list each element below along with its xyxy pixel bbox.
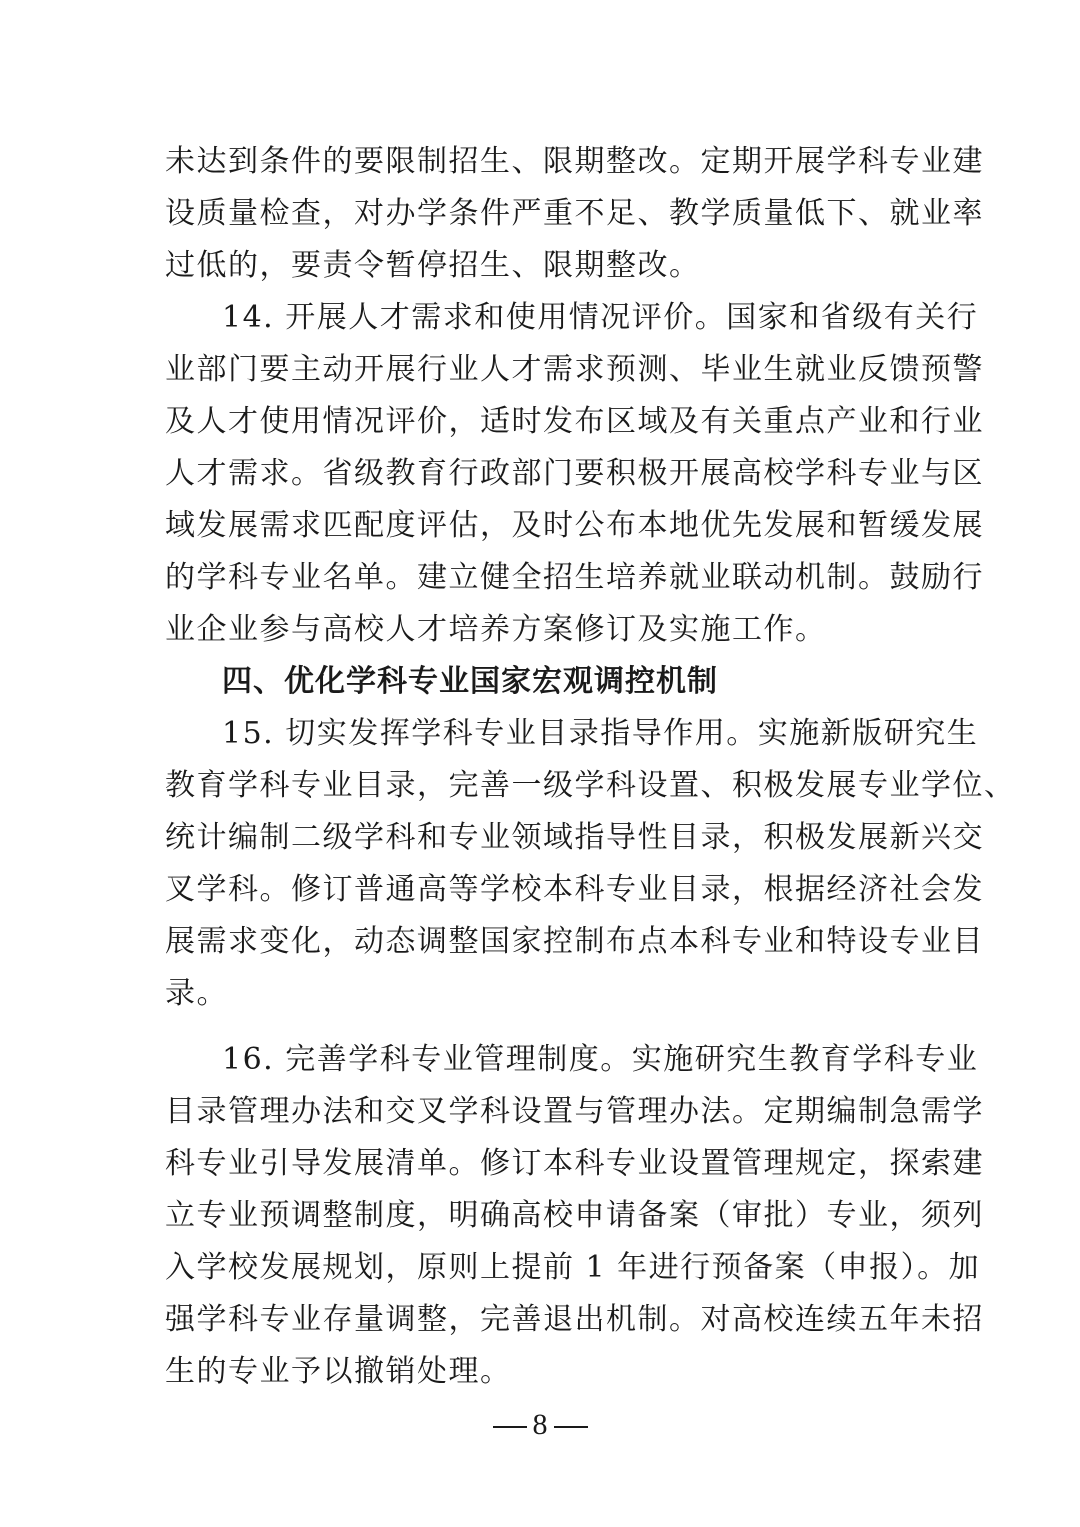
page-number-left-dash [493, 1426, 527, 1428]
text-line: 叉学科。修订普通高等学校本科专业目录，根据经济社会发 [165, 872, 984, 907]
text-line: 域发展需求匹配度评估，及时公布本地优先发展和暂缓发展 [165, 508, 984, 543]
text-line: 及人才使用情况评价，适时发布区域及有关重点产业和行业 [165, 404, 984, 439]
page-number-value: 8 [532, 1408, 548, 1441]
text-line: 科专业引导发展清单。修订本科专业设置管理规定，探索建 [165, 1146, 984, 1181]
text-line: 入学校发展规划，原则上提前 1 年进行预备案（申报）。加 [165, 1250, 981, 1285]
text-line: 设质量检查，对办学条件严重不足、教学质量低下、就业率 [165, 196, 984, 231]
text-line: 目录管理办法和交叉学科设置与管理办法。定期编制急需学 [165, 1094, 984, 1129]
paragraph-14-first-line: 14. 开展人才需求和使用情况评价。国家和省级有关行 [222, 300, 979, 335]
text-line: 业企业参与高校人才培养方案修订及实施工作。 [165, 612, 827, 647]
text-line: 强学科专业存量调整，完善退出机制。对高校连续五年未招 [165, 1302, 984, 1337]
text-line: 过低的，要责令暂停招生、限期整改。 [165, 248, 701, 283]
paragraph-15-first-line: 15. 切实发挥学科专业目录指导作用。实施新版研究生 [222, 716, 979, 751]
text-line: 教育学科专业目录，完善一级学科设置、积极发展专业学位、 [165, 768, 1016, 803]
text-line: 人才需求。省级教育行政部门要积极开展高校学科专业与区 [165, 456, 984, 491]
text-line: 展需求变化，动态调整国家控制布点本科专业和特设专业目 [165, 924, 984, 959]
text-line: 未达到条件的要限制招生、限期整改。定期开展学科专业建 [165, 144, 984, 179]
page-number [0, 1400, 1080, 1450]
text-line: 生的专业予以撤销处理。 [165, 1354, 512, 1389]
page-number-right-dash [554, 1426, 588, 1428]
text-line: 业部门要主动开展行业人才需求预测、毕业生就业反馈预警 [165, 352, 984, 387]
section-heading: 四、优化学科专业国家宏观调控机制 [222, 664, 718, 699]
text-line: 录。 [165, 976, 228, 1011]
text-line: 立专业预调整制度，明确高校申请备案（审批）专业，须列 [165, 1198, 984, 1233]
paragraph-16-first-line: 16. 完善学科专业管理制度。实施研究生教育学科专业 [222, 1042, 979, 1077]
text-line: 统计编制二级学科和专业领域指导性目录，积极发展新兴交 [165, 820, 984, 855]
text-line: 的学科专业名单。建立健全招生培养就业联动机制。鼓励行 [165, 560, 984, 595]
